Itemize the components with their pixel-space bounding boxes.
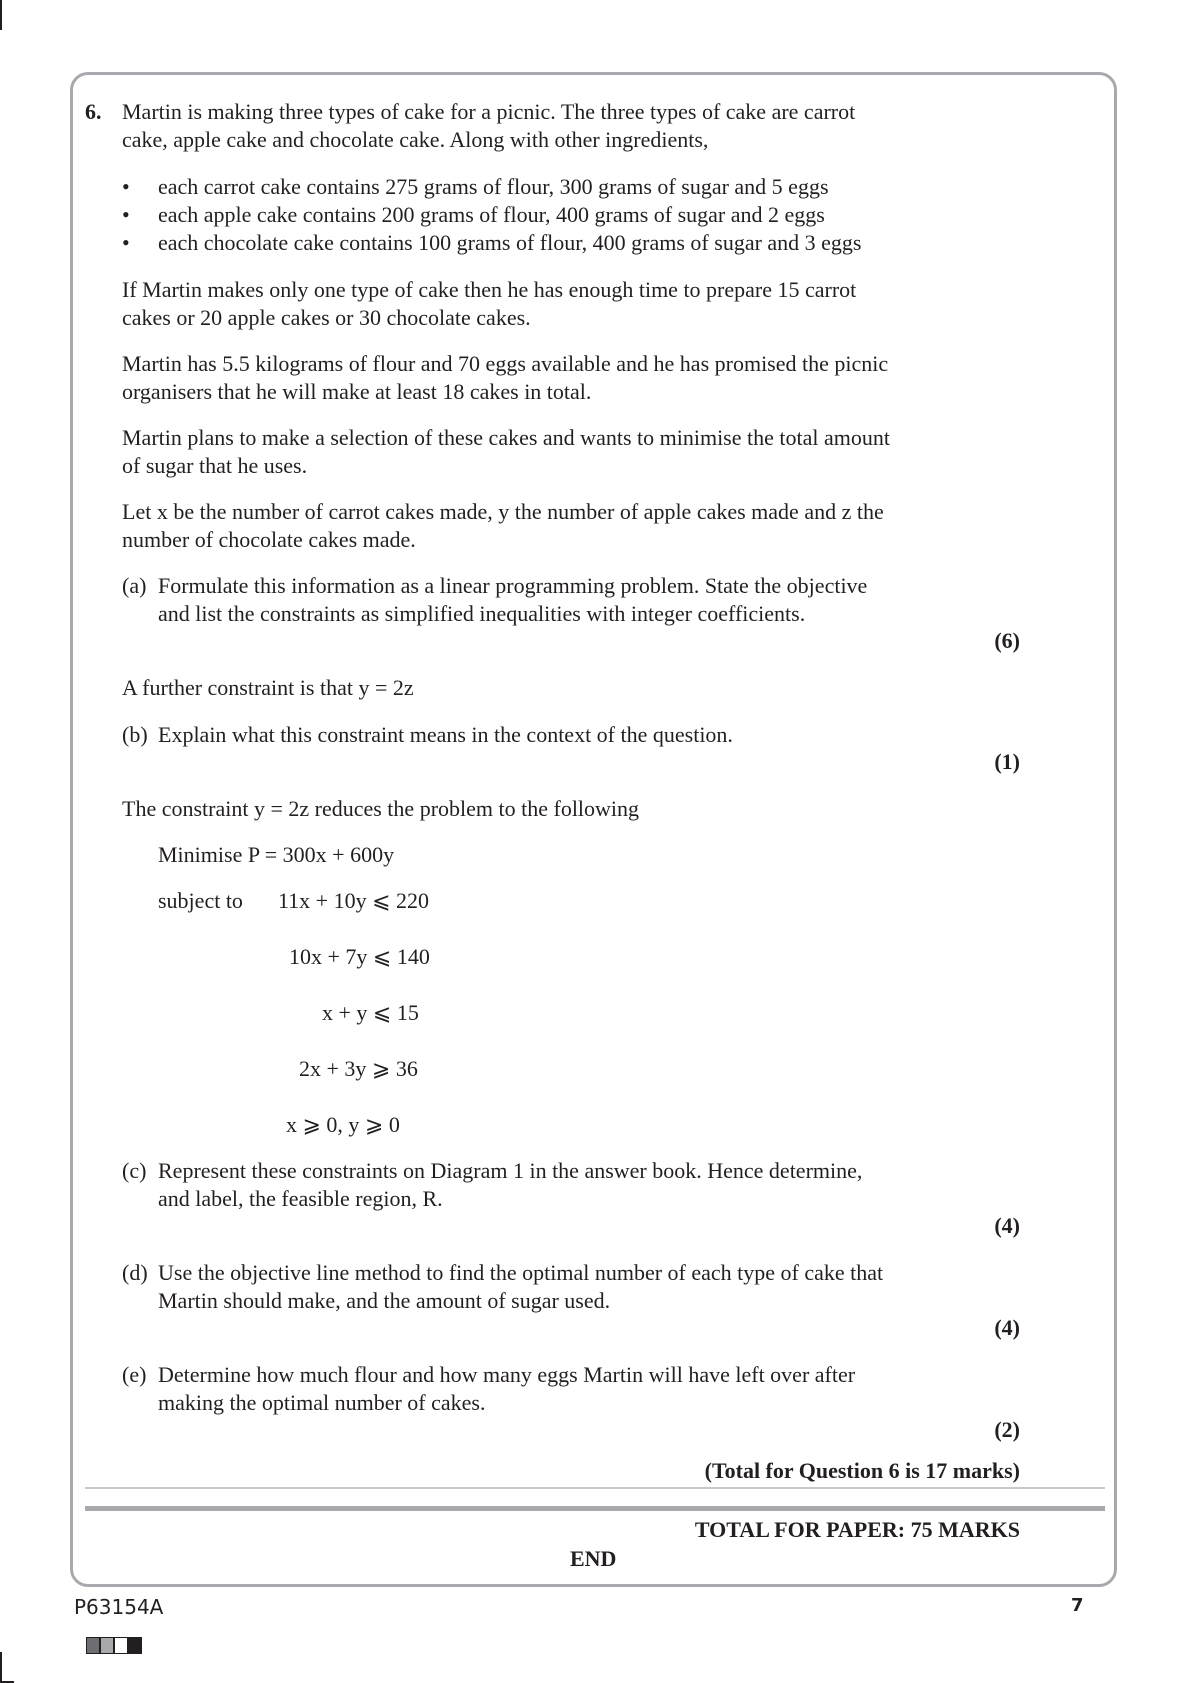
plan-text: Martin plans to make a selection of these cakes and wants to minimise the total amount <box>122 425 890 450</box>
part-e-text: Determine how much flour and how many eggs Martin will have left over after <box>158 1362 856 1387</box>
part-a-text: Formulate this information as a linear programming problem. State the objective <box>158 573 868 598</box>
registration-swatch <box>100 1637 114 1654</box>
part-c-label: (c) <box>122 1158 147 1183</box>
constraint-1: 11x + 10y ⩽ 220 <box>278 888 430 913</box>
time-text: If Martin makes only one type of cake then he has enough time to prepare 15 carrot <box>122 277 857 302</box>
part-c-marks: (4) <box>994 1213 1020 1238</box>
part-b-marks: (1) <box>994 749 1020 774</box>
bullet-carrot: each carrot cake contains 275 grams of flour, 300 grams of sugar and 5 eggs <box>158 174 829 199</box>
part-d-text: Martin should make, and the amount of sugar used. <box>158 1288 611 1313</box>
part-e-label: (e) <box>122 1362 147 1387</box>
registration-swatch <box>86 1637 100 1654</box>
paper-total: TOTAL FOR PAPER: 75 MARKS <box>694 1517 1020 1542</box>
divider-thick <box>85 1506 1105 1511</box>
part-a-marks: (6) <box>994 628 1020 653</box>
part-d-marks: (4) <box>994 1315 1020 1340</box>
registration-swatch <box>128 1637 142 1654</box>
time-text: cakes or 20 apple cakes or 30 chocolate cakes. <box>122 305 531 330</box>
part-d-text: Use the objective line method to find the optimal number of each type of cake that <box>158 1260 884 1285</box>
part-a-label: (a) <box>122 573 147 598</box>
bullet-icon: • <box>122 174 130 199</box>
resources-text: organisers that he will make at least 18 cakes in total. <box>122 379 592 404</box>
bullet-icon: • <box>122 230 130 255</box>
resources-text: Martin has 5.5 kilograms of flour and 70 eggs available and he has promised the picnic <box>122 351 889 376</box>
intro-text: cake, apple cake and chocolate cake. Along with other ingredients, <box>122 127 709 152</box>
subject-to: subject to <box>158 888 243 913</box>
objective-function: Minimise P = 300x + 600y <box>158 842 395 867</box>
print-registration-bar <box>86 1637 142 1654</box>
further-constraint: A further constraint is that y = 2z <box>122 675 414 700</box>
part-a-text: and list the constraints as simplified inequalities with integer coefficients. <box>158 601 806 626</box>
part-d-label: (d) <box>122 1260 148 1285</box>
page-number: 7 <box>1071 1595 1084 1616</box>
crop-mark-top-left <box>0 0 24 30</box>
question-total: (Total for Question 6 is 17 marks) <box>704 1458 1020 1483</box>
part-c-text: and label, the feasible region, R. <box>158 1186 443 1211</box>
registration-swatch <box>114 1637 128 1654</box>
bullet-chocolate: each chocolate cake contains 100 grams of flour, 400 grams of sugar and 3 eggs <box>158 230 862 255</box>
end-label: END <box>570 1546 617 1571</box>
intro-text: Martin is making three types of cake for a picnic. The three types of cake are carrot <box>122 99 856 124</box>
part-c-text: Represent these constraints on Diagram 1 in the answer book. Hence determine, <box>158 1158 863 1183</box>
part-e-marks: (2) <box>994 1417 1020 1442</box>
part-b-text: Explain what this constraint means in the context of the question. <box>158 722 733 747</box>
part-b-label: (b) <box>122 722 148 747</box>
constraint-4: 2x + 3y ⩾ 36 <box>299 1056 418 1081</box>
reduces-text: The constraint y = 2z reduces the problem to the following <box>122 796 640 821</box>
bullet-apple: each apple cake contains 200 grams of flour, 400 grams of sugar and 2 eggs <box>158 202 825 227</box>
bullet-icon: • <box>122 202 130 227</box>
constraint-5: x ⩾ 0, y ⩾ 0 <box>286 1112 400 1137</box>
constraint-2: 10x + 7y ⩽ 140 <box>289 944 430 969</box>
constraint-3: x + y ⩽ 15 <box>322 1000 419 1025</box>
part-e-text: making the optimal number of cakes. <box>158 1390 486 1415</box>
crop-mark-bottom-left <box>0 1652 2 1683</box>
plan-text: of sugar that he uses. <box>122 453 308 478</box>
question-number: 6. <box>85 99 102 124</box>
paper-code: P63154A <box>74 1595 164 1619</box>
divider-thin <box>85 1487 1105 1489</box>
let-text: Let x be the number of carrot cakes made, y the number of apple cakes made and z the <box>122 499 884 524</box>
let-text: number of chocolate cakes made. <box>122 527 416 552</box>
